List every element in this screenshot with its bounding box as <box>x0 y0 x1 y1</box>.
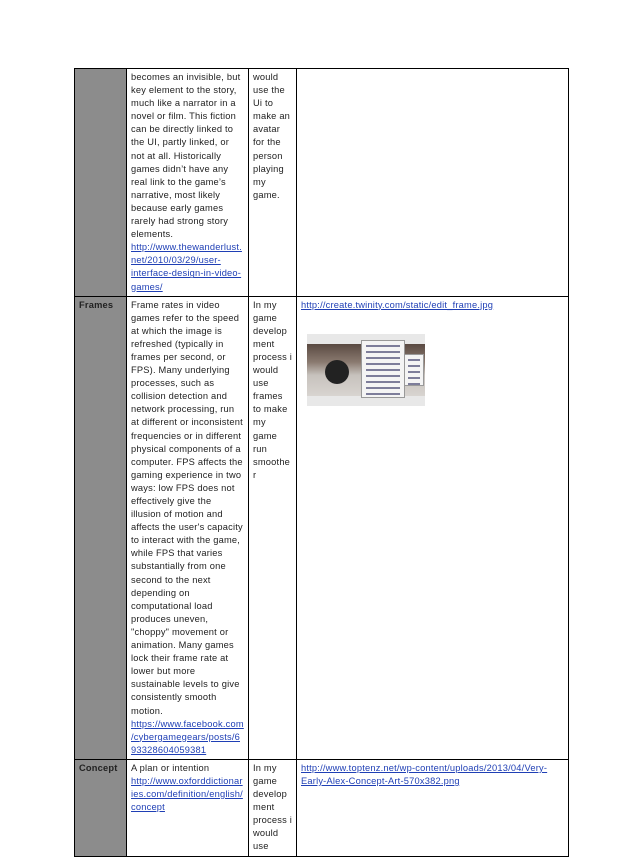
term-cell <box>75 69 127 297</box>
definition-cell <box>127 759 249 856</box>
table-row <box>75 69 569 297</box>
definition-cell <box>127 69 249 297</box>
table-row <box>75 759 569 856</box>
glossary-table <box>74 68 569 857</box>
table-row <box>75 296 569 759</box>
definition-link[interactable]: http://www.oxforddictionaries.com/definition/english/concept <box>131 775 243 813</box>
term-cell: Concept <box>75 759 127 856</box>
image-cell <box>297 759 569 856</box>
usage-cell: In my game development process i would use frames to make my game run smoother <box>249 296 297 759</box>
definition-cell <box>127 296 249 759</box>
definition-link[interactable]: http://www.thewanderlust.net/2010/03/29/user-interface-design-in-video-games/ <box>131 242 242 292</box>
usage-cell: would use the Ui to make an avatar for the person playing my game. <box>249 69 297 297</box>
definition-text: Frame rates in video games refer to the speed at which the image is refreshed (typically in frames per second, or FPS). Many underlying processes, such as collision detection and network processing, run at different or inconsistent frequencies or in different physical components of a computer. FPS affects the gaming experience in two ways: low FPS does not effectively give the illusion of motion and affects the user's capacity to interact with the game, while FPS that varies substantially from one second to the next depending on computational load produces uneven, "choppy" movement or animation. Many games lock their frame rate at lower but more sustainable levels to give consistently smooth motion. <box>131 299 243 716</box>
image-cell <box>297 296 569 759</box>
image-link[interactable]: http://www.toptenz.net/wp-content/uploads/2013/04/Very-Early-Alex-Concept-Art-570x382.png <box>301 762 548 786</box>
image-link[interactable]: http://create.twinity.com/static/edit_frame.jpg <box>301 299 494 310</box>
usage-cell: In my game development process i would use <box>249 759 297 856</box>
term-cell: Frames <box>75 296 127 759</box>
image-cell <box>297 69 569 297</box>
definition-link[interactable]: https://www.facebook.com/cybergamegears/posts/693328604059381 <box>131 718 244 755</box>
screenshot-thumbnail-icon <box>307 334 425 406</box>
definition-text: becomes an invisible, but key element to the story, much like a narrator in a novel or film. This fiction can be directly linked to the UI, partly linked, or not at all. Historically games didn’t have any real link to the game’s narrative, most likely because early games rarely had strong story elements. <box>131 72 241 240</box>
definition-text: A plan or intention <box>131 762 210 773</box>
